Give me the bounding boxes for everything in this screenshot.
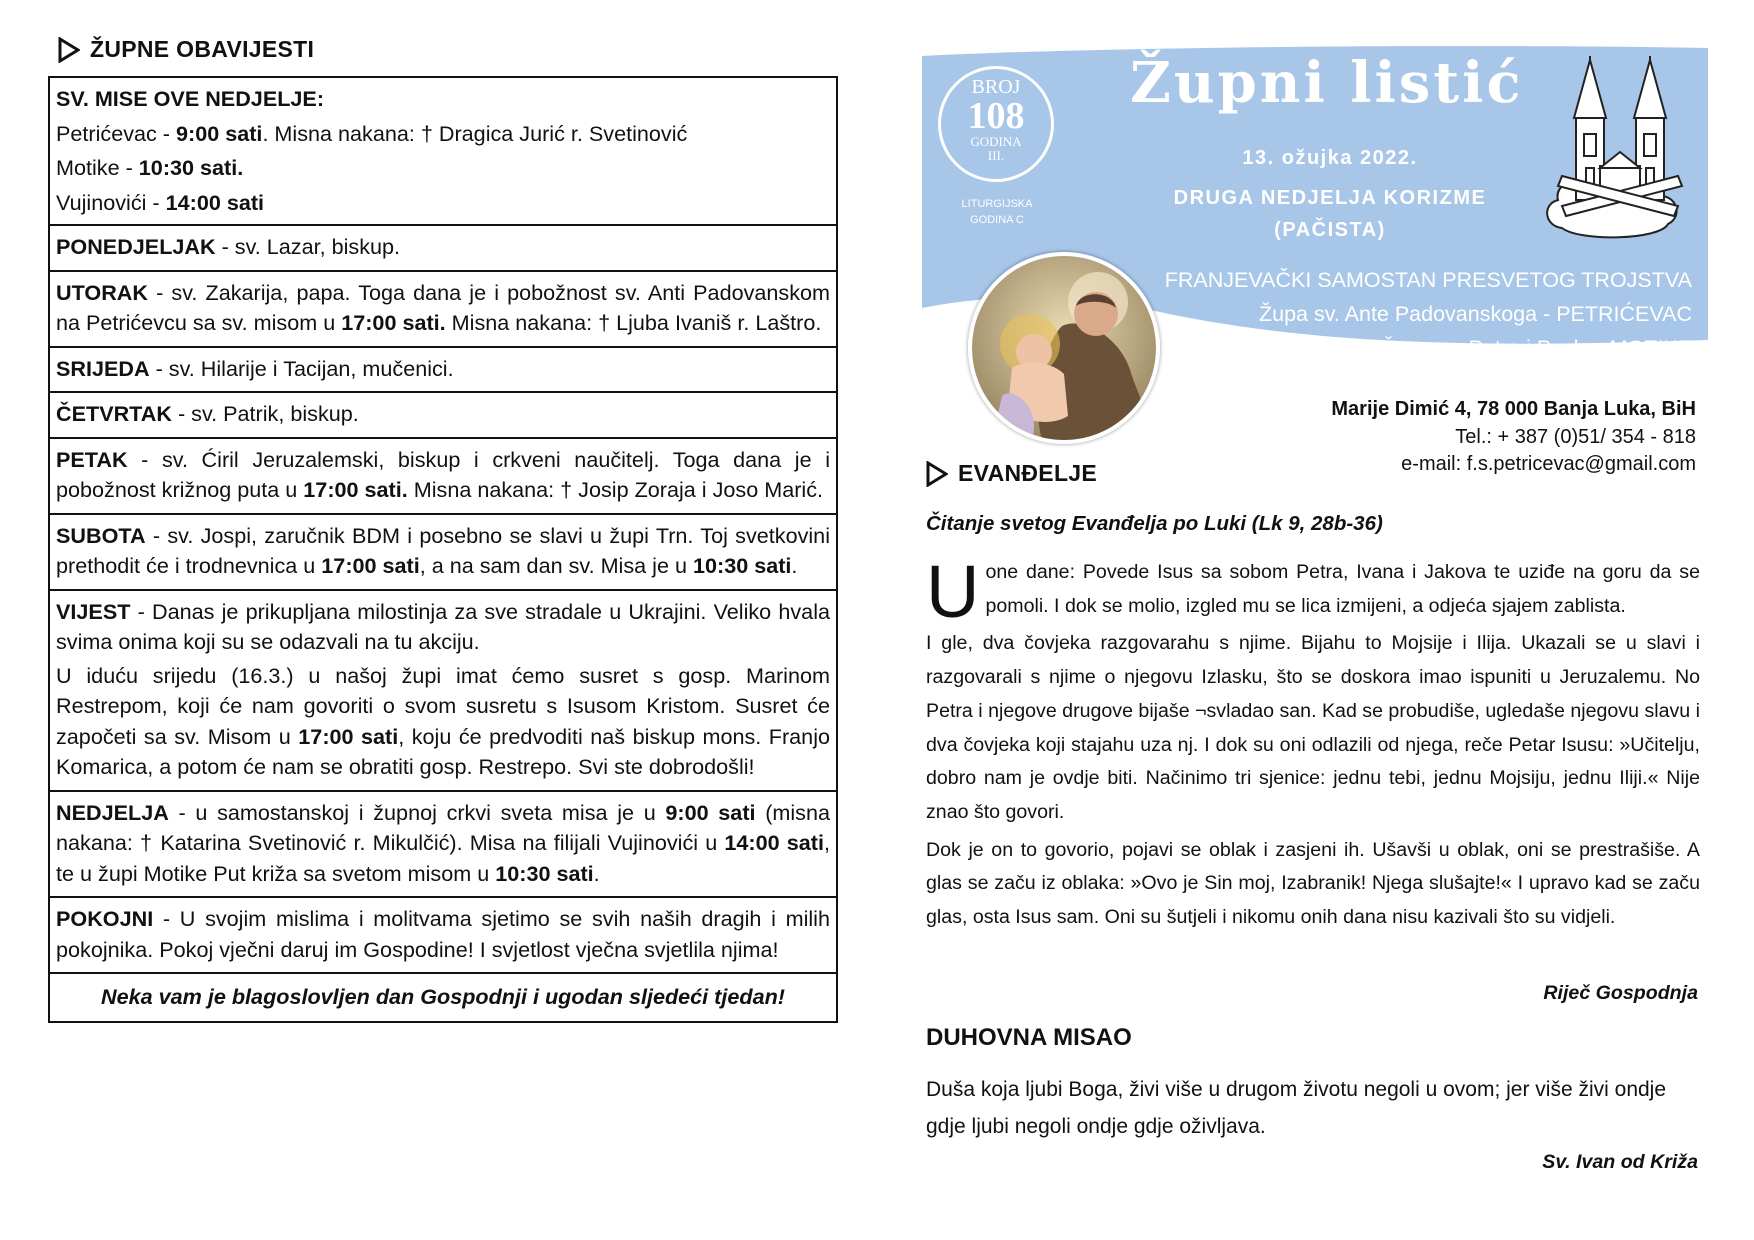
liturgical-cycle: GODINA C	[970, 214, 1024, 226]
play-triangle-icon	[58, 37, 80, 63]
day-intention: Misna nakana: † Ljuba Ivaniš r. Laštro.	[445, 310, 822, 335]
news-text: , koju će predvoditi naš biskup mons. Franjo Komarica, a potom će nam se obratiti gosp. Restrepo. Svi ste dobrodošli!	[56, 723, 830, 779]
day-label: SRIJEDA	[56, 355, 150, 381]
day-label: PETAK	[56, 446, 128, 472]
mass-place: Petrićevac -	[56, 120, 176, 146]
contact-address: Marije Dimić 4, 78 000 Banja Luka, BiH	[1331, 398, 1696, 420]
day-text: - sv. Patrik, biskup.	[171, 401, 359, 426]
contact-phone: Tel.: + 387 (0)51/ 354 - 818	[1455, 426, 1696, 448]
day-time: 17:00 sati.	[303, 477, 408, 502]
mass-time: 14:00 sati	[165, 189, 265, 215]
gospel-title: EVANĐELJE	[958, 460, 1098, 486]
deceased-text: - U svojim mislima i molitvama sjetimo se svih naših dragih i milih pokojnika. Pokoj vječni daruj im Gospodine! I svjetlost vječna svjetlila njima!	[56, 906, 830, 962]
tuesday-row	[50, 272, 836, 348]
play-triangle-icon	[926, 461, 948, 487]
parish-petricevac: Župa sv. Ante Padovanskoga - PETRIĆEVAC	[1259, 302, 1692, 326]
day-time: 10:30 sati	[495, 860, 594, 886]
notices-table	[48, 76, 838, 1023]
parish-motike: Župa sv. Petra i Pavla - MOTIKE	[1381, 336, 1692, 360]
monastery-name: FRANJEVAČKI SAMOSTAN PRESVETOG TROJSTVA	[1164, 268, 1692, 292]
thought-text: Duša koja ljubi Boga, živi više u drugom životu negoli u ovom; jer više živi ondje gdje ljubi negoli ondje gdje oživljava.	[926, 1078, 1667, 1138]
mass-time: 10:30 sati.	[138, 155, 244, 180]
notices-heading	[58, 36, 314, 63]
news-row	[50, 591, 836, 792]
day-text: - sv. Ćiril Jeruzalemski, biskup i crkveni naučitelj. Toga dana je i pobožnost križnog puta u	[56, 446, 830, 502]
deceased-row	[50, 898, 836, 974]
gospel-text	[926, 550, 1700, 939]
year-number: III.	[987, 148, 1005, 163]
masses-row	[50, 78, 836, 226]
day-intention: Misna nakana: † Josip Zoraja i Joso Marić.	[407, 477, 823, 502]
issue-number: 108	[967, 95, 1025, 137]
day-text: - sv. Hilarije i Tacijan, mučenici.	[149, 355, 454, 381]
gospel-closing: Riječ Gospodnja	[1543, 982, 1698, 1004]
day-text: - sv. Zakarija, papa. Toga dana je i pobožnost sv. Anti Padovanskom na Petrićevcu sa sv. misom u	[56, 279, 830, 335]
day-label: UTORAK	[56, 279, 148, 305]
monday-row	[50, 226, 836, 272]
day-text: (misna nakana: † Katarina Svetinović r. Mikulčić). Misa na filijali Vujinovići u	[56, 799, 830, 855]
portrait-image-icon	[972, 256, 1156, 440]
masses-title: SV. MISE OVE NEDJELJE:	[56, 86, 325, 111]
day-label: NEDJELJA	[56, 799, 169, 825]
thought-heading: DUHOVNA MISAO	[926, 1024, 1132, 1051]
deceased-label: POKOJNI	[56, 906, 154, 931]
mass-time: 9:00 sati	[176, 120, 263, 146]
issue-label: BROJ	[971, 76, 1021, 98]
drop-cap: U	[926, 550, 980, 633]
day-label: SUBOTA	[56, 522, 146, 548]
issue-date: 13. ožujka 2022.	[1242, 147, 1418, 169]
gospel-heading	[926, 460, 1097, 487]
gospel-paragraph: Dok je on to govorio, pojavi se oblak i zasjeni ih. Ušavši u oblak, oni se prestrašiše. A glas se začu iz oblaka: »Ovo je Sin moj, Izabranik! Njega slušajte!« I upravo kad se začu glas, osta Isus sam. Oni su šutjeli i nikomu onih dana nisu kazivali što su vidjeli.	[926, 838, 1700, 929]
news-text: - Danas je prikupljana milostinja za sve stradale u Ukrajini. Veliko hvala svima onima koji su se odazvali na tu akciju.	[56, 598, 830, 654]
day-text: .	[791, 553, 798, 578]
news-label: VIJEST	[56, 598, 131, 624]
gospel-reading-title: Čitanje svetog Evanđelja po Luki (Lk 9, 28b-36)	[926, 512, 1383, 535]
mass-place: Motike -	[56, 155, 139, 180]
day-text: , a na sam dan sv. Misa je u	[419, 553, 693, 578]
mass-place: Vujinovići -	[56, 189, 166, 215]
friday-row	[50, 439, 836, 515]
thought-author: Sv. Ivan od Križa	[1542, 1151, 1698, 1173]
news-text: U iduću srijedu (16.3.) u našoj župi imat ćemo susret s gosp. Marinom Restrepom, koji će nam govoriti o svom susretu s Isusom Kristom. Susret će započeti sa sv. Misom u	[56, 662, 830, 749]
day-time: 14:00 sati	[724, 830, 824, 855]
liturgical-year	[950, 196, 1044, 228]
closing-blessing: Neka vam je blagoslovljen dan Gospodnji i ugodan sljedeći tjedan!	[101, 984, 785, 1009]
news-time: 17:00 sati	[298, 723, 399, 749]
day-label: PONEDJELJAK	[56, 234, 216, 259]
day-text: .	[593, 860, 600, 886]
day-text: - u samostanskoj i župnoj crkvi sveta misa je u	[168, 799, 666, 825]
mass-intention: . Misna nakana: † Dragica Jurić r. Svetinović	[262, 120, 688, 146]
day-text: - sv. Jospi, zaručnik BDM i posebno se slavi u župi Trn. Toj svetkovini prethodit će i trodnevnica u	[56, 522, 830, 578]
day-label: ČETVRTAK	[56, 401, 172, 426]
wednesday-row	[50, 348, 836, 394]
day-time: 17:00 sati.	[341, 310, 446, 335]
contact-email: e-mail: f.s.petricevac@gmail.com	[1401, 453, 1696, 475]
gospel-paragraph: one dane: Povede Isus sa sobom Petra, Ivana i Jakova te uziđe na goru da se pomoli. I dok se molio, izgled mu se lica izmijeni, a odjeća sjajem zablista.	[985, 561, 1700, 617]
day-text: - sv. Lazar, biskup.	[215, 234, 401, 259]
sunday-row	[50, 792, 836, 899]
day-time: 17:00 sati	[321, 553, 420, 578]
issue-badge	[938, 66, 1054, 182]
liturgical-label: LITURGIJSKA	[961, 198, 1033, 210]
newsletter-title: Župni listić	[1130, 50, 1524, 116]
notices-title: ŽUPNE OBAVIJESTI	[90, 36, 315, 62]
sunday-name: DRUGA NEDJELJA KORIZME	[1173, 187, 1487, 209]
saint-anthony-portrait	[968, 252, 1160, 444]
day-time: 10:30 sati	[692, 553, 792, 578]
day-text: , te u župi Motike Put križa sa svetom misom u	[56, 830, 830, 886]
church-illustration-icon	[1540, 56, 1700, 246]
day-time: 9:00 sati	[665, 799, 756, 825]
gospel-paragraph: I gle, dva čovjeka razgovarahu s njime. Bijahu to Mojsije i Ilija. Ukazali se u slavi i razgovarali s njime o njegovu Izlasku, što se doskora imao ispuniti u Jeruzalemu. No Petra i njegove drugove bijaše ¬svladao san. Kad se probudiše, ugledaše njegovu slavu i dva čovjeka koji stajahu uza nj. I dok su oni odlazili od njega, reče Petar Isusu: »Učitelju, dobro nam je ovdje biti. Načinimo tri sjenice: jednu tebi, jednu Mojsiju, jednu Iliji.« Nije znao što govori.	[926, 632, 1700, 823]
thursday-row	[50, 393, 836, 439]
sunday-subtitle: (PAČISTA)	[1274, 219, 1386, 241]
year-label: GODINA	[970, 134, 1022, 149]
saturday-row	[50, 515, 836, 591]
